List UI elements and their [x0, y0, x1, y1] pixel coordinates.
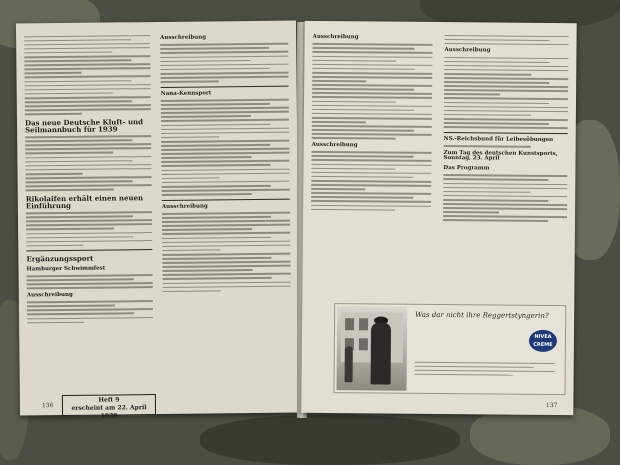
next-issue-notice	[62, 394, 156, 420]
notice-issue: Heft 9	[98, 396, 120, 404]
nivea-advertisement	[333, 303, 566, 395]
page-number: 137	[545, 401, 558, 410]
section-heading: Ausschreibung	[444, 47, 491, 54]
section-heading: Nana-Kennsport	[160, 90, 212, 97]
section-heading: Ausschreibung	[160, 34, 207, 41]
woman-figure	[371, 322, 392, 384]
section-heading: Ergänzungssport	[26, 254, 94, 264]
section-heading: Ausschreibung	[26, 291, 73, 299]
page-number: 136	[41, 402, 54, 410]
right-magazine-page	[301, 21, 576, 415]
notice-date: erscheint am 22. April 1939	[71, 404, 147, 420]
article-heading: Rikolaifen erhält einen neuen Einführung	[25, 193, 144, 211]
left-column-1	[24, 32, 154, 385]
man-figure	[345, 346, 353, 382]
nivea-tin-logo: NIVEA CREME	[529, 330, 557, 352]
ad-slogan: Was dar nicht ihre Reggertstyngerin?	[415, 310, 549, 320]
left-magazine-page	[16, 21, 300, 420]
article-heading: Zum Tag des deutschen Kunstsports, Sonntag, 23. April	[443, 149, 558, 162]
ad-body-text	[415, 359, 555, 379]
article-heading: Das Programm	[443, 165, 490, 172]
section-heading: Ausschreibung	[161, 203, 208, 210]
section-heading: Ausschreibung	[312, 33, 359, 41]
article-heading: Hamburger Schwimmfest	[26, 265, 106, 273]
left-column-2	[160, 31, 292, 384]
section-heading: NS.-Reichsbund für Leibesübungen	[443, 135, 554, 143]
section-heading: Ausschreibung	[311, 141, 358, 149]
advertisement-photo	[336, 306, 407, 391]
article-heading: Das neue Deutsche Kluft- und Seilmannbuch für 1939	[24, 117, 144, 135]
